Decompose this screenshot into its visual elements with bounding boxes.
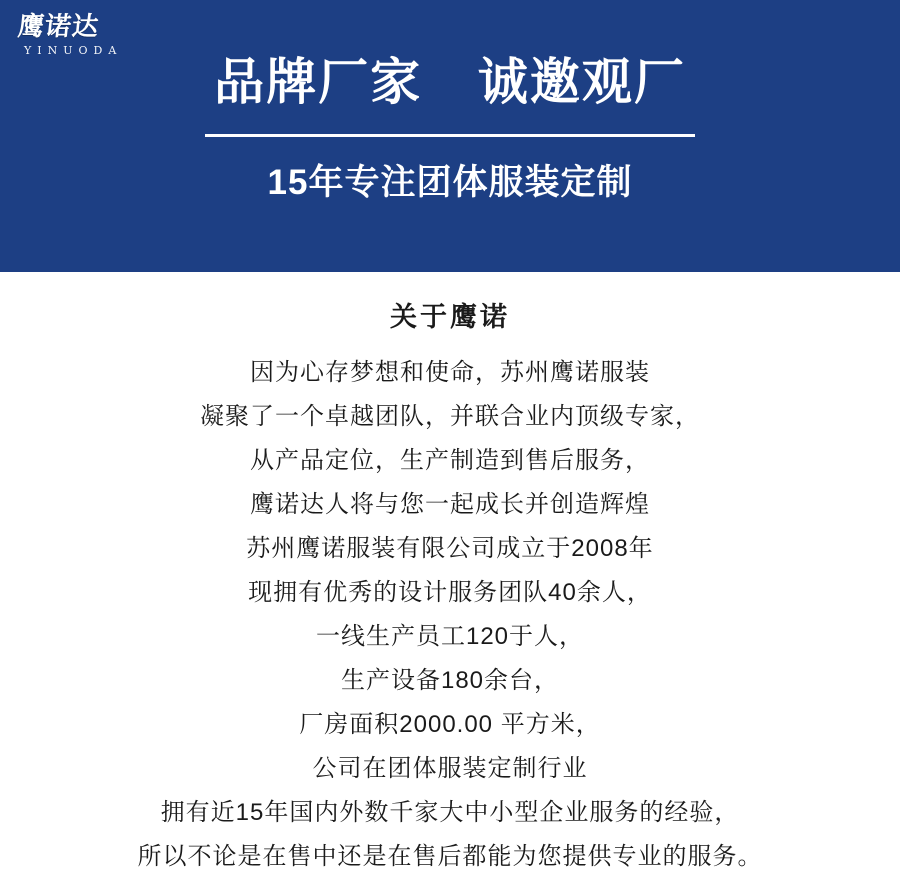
about-line: 因为心存梦想和使命，苏州鹰诺服装 — [250, 359, 650, 387]
banner-divider — [205, 134, 695, 137]
brand-logo-pinyin: YINUODA — [24, 44, 123, 57]
about-line: 鹰诺达人将与您一起成长并创造辉煌 — [250, 491, 650, 519]
about-body — [0, 351, 900, 879]
banner-title-right: 诚邀观厂 — [477, 54, 686, 110]
about-line: 生产设备180余台， — [340, 667, 560, 695]
brand-logo-text: 鹰诺达 — [16, 12, 101, 42]
about-line: 苏州鹰诺服装有限公司成立于2008年 — [246, 535, 654, 563]
about-line: 公司在团体服装定制行业 — [312, 755, 588, 783]
banner-content — [0, 0, 900, 272]
about-heading: 关于鹰诺 — [390, 302, 510, 332]
about-line: 一线生产员工120于人， — [315, 623, 585, 651]
about-line: 凝聚了一个卓越团队，并联合业内顶级专家， — [200, 403, 700, 431]
about-line: 从产品定位，生产制造到售后服务， — [250, 447, 650, 475]
about-line: 拥有近15年国内外数千家大中小型企业服务的经验， — [160, 799, 740, 827]
about-line: 所以不论是在售中还是在售后都能为您提供专业的服务。 — [137, 843, 763, 871]
about-line: 现拥有优秀的设计服务团队40余人， — [248, 579, 652, 607]
banner-title-left: 品牌厂家 — [214, 54, 423, 110]
banner-title — [214, 54, 686, 112]
about-section — [0, 272, 900, 879]
header-banner — [0, 0, 900, 272]
about-line: 厂房面积2000.00 平方米， — [299, 711, 601, 739]
banner-subtitle: 15年专注团体服装定制 — [267, 162, 633, 202]
